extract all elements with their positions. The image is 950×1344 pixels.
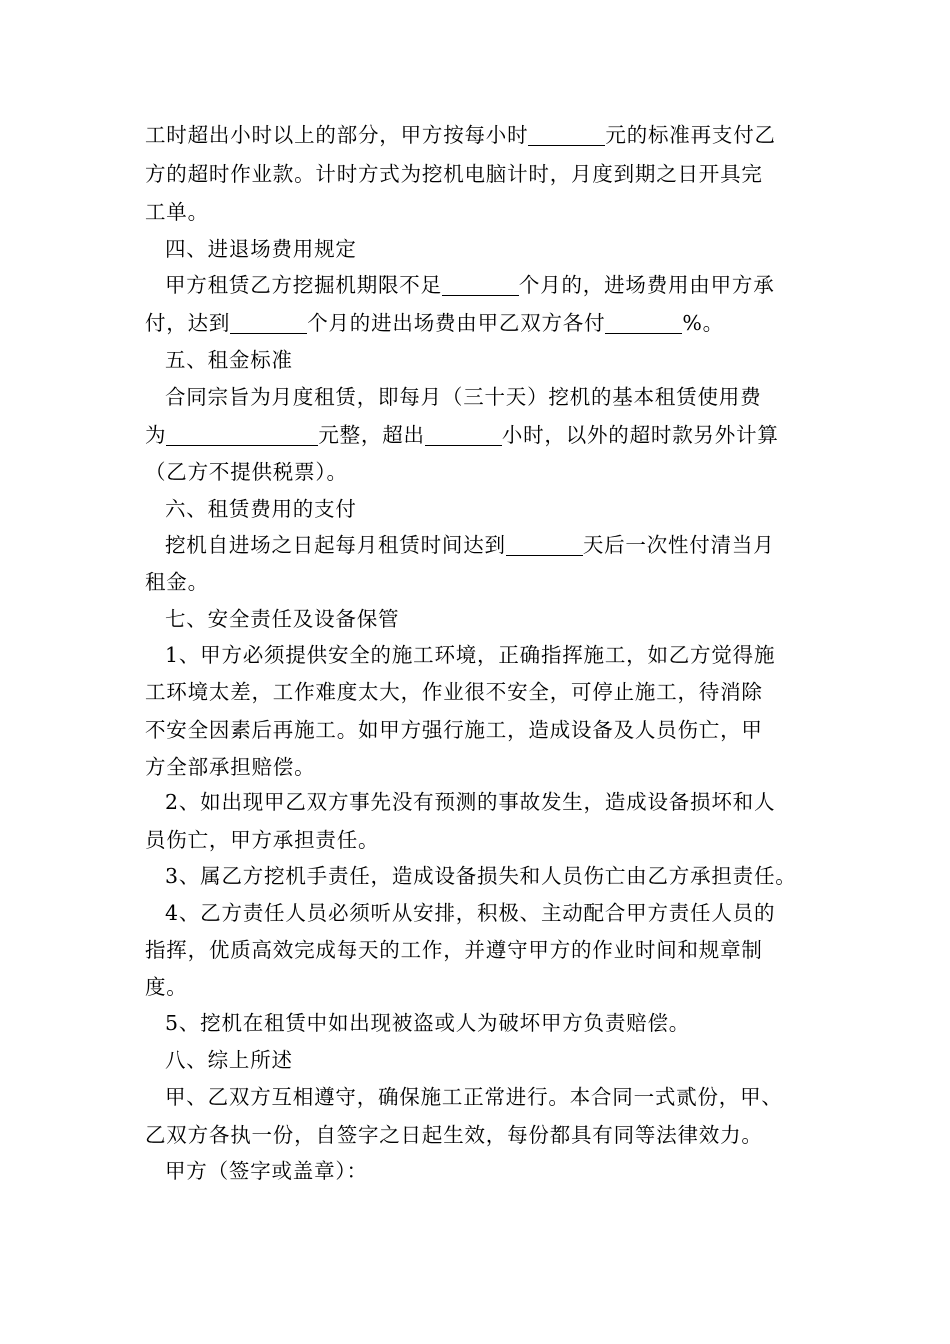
text-span: 方的超时作业款。计时方式为挖机电脑计时，月度到期之日开具完 <box>145 162 763 186</box>
fill-blank <box>506 529 583 556</box>
text-line <box>145 711 820 749</box>
text-span: 指挥，优质高效完成每天的工作，并遵守甲方的作业时间和规章制 <box>145 938 763 962</box>
text-line <box>165 857 820 895</box>
fill-blank <box>605 307 682 334</box>
section-heading <box>165 490 820 528</box>
text-line <box>165 526 820 564</box>
text-span: 小时，以外的超时款另外计算 <box>501 423 779 447</box>
text-span: 六、租赁费用的支付 <box>165 497 357 521</box>
text-span: 挖机自进场之日起每月租赁时间达到 <box>165 533 506 557</box>
text-span: 八、综上所述 <box>165 1048 293 1072</box>
text-line <box>145 821 820 859</box>
text-span: 七、安全责任及设备保管 <box>165 607 400 631</box>
text-line <box>165 378 820 416</box>
text-line <box>165 636 820 674</box>
fill-blank <box>230 307 307 334</box>
text-span: 个月的进出场费由甲乙双方各付 <box>307 311 606 335</box>
fill-blank <box>166 419 318 446</box>
text-span: 为 <box>145 423 167 447</box>
text-line <box>165 783 820 821</box>
text-line <box>145 304 820 342</box>
text-span: 五、租金标准 <box>165 348 293 372</box>
section-heading <box>165 1041 820 1079</box>
text-span: 个月的，进场费用由甲方承 <box>518 273 775 297</box>
text-span: 5、挖机在租赁中如出现被盗或人为破坏甲方负责赔偿。 <box>165 1011 691 1035</box>
text-span: 天后一次性付清当月 <box>582 533 775 557</box>
text-line <box>145 563 820 601</box>
text-span: 2、如出现甲乙双方事先没有预测的事故发生，造成设备损坏和人 <box>165 790 776 814</box>
section-heading <box>165 230 820 268</box>
text-line <box>165 266 820 304</box>
text-span: 工环境太差，工作难度太大，作业很不安全，可停止施工，待消除 <box>145 680 763 704</box>
text-line <box>145 1116 820 1154</box>
text-line <box>145 748 820 786</box>
text-span: 合同宗旨为月度租赁，即每月（三十天）挖机的基本租赁使用费 <box>165 385 762 409</box>
text-span: 元的标准再支付乙 <box>605 123 776 147</box>
text-line <box>145 931 820 969</box>
text-line <box>145 116 820 154</box>
text-span: 1、甲方必须提供安全的施工环境，正确指挥施工，如乙方觉得施 <box>165 643 776 667</box>
text-span: 元整，超出 <box>318 423 425 447</box>
text-span: 四、进退场费用规定 <box>165 237 357 261</box>
section-heading <box>165 600 820 638</box>
text-span: （乙方不提供税票）。 <box>145 460 348 484</box>
text-span: 3、属乙方挖机手责任，造成设备损失和人员伤亡由乙方承担责任。 <box>165 864 797 888</box>
fill-blank <box>442 269 519 296</box>
text-line <box>145 193 820 231</box>
text-line <box>165 894 820 932</box>
fill-blank <box>425 419 502 446</box>
text-line <box>165 1004 820 1042</box>
text-span: %。 <box>682 311 724 335</box>
text-line <box>145 453 820 491</box>
text-span: 4、乙方责任人员必须听从安排，积极、主动配合甲方责任人员的 <box>165 901 776 925</box>
text-span: 租金。 <box>145 570 209 594</box>
fill-blank <box>528 119 605 146</box>
text-span: 甲、乙双方互相遵守，确保施工正常进行。本合同一式贰份，甲、 <box>165 1085 783 1109</box>
text-line <box>145 673 820 711</box>
text-span: 员伤亡，甲方承担责任。 <box>145 828 380 852</box>
text-line <box>165 1078 820 1116</box>
signature-label <box>165 1152 820 1190</box>
text-span: 甲方租赁乙方挖掘机期限不足 <box>165 273 442 297</box>
text-span: 乙双方各执一份，自签字之日起生效，每份都具有同等法律效力。 <box>145 1123 763 1147</box>
text-span: 工时超出小时以上的部分，甲方按每小时 <box>145 123 529 147</box>
text-span: 不安全因素后再施工。如甲方强行施工，造成设备及人员伤亡，甲 <box>145 718 763 742</box>
text-span: 度。 <box>145 975 188 999</box>
text-span: 付，达到 <box>145 311 231 335</box>
text-line <box>145 416 820 454</box>
text-span: 工单。 <box>145 200 209 224</box>
text-span: 甲方（签字或盖章）： <box>165 1159 368 1183</box>
text-line <box>145 968 820 1006</box>
section-heading <box>165 341 820 379</box>
text-line <box>145 155 820 193</box>
text-span: 方全部承担赔偿。 <box>145 755 316 779</box>
